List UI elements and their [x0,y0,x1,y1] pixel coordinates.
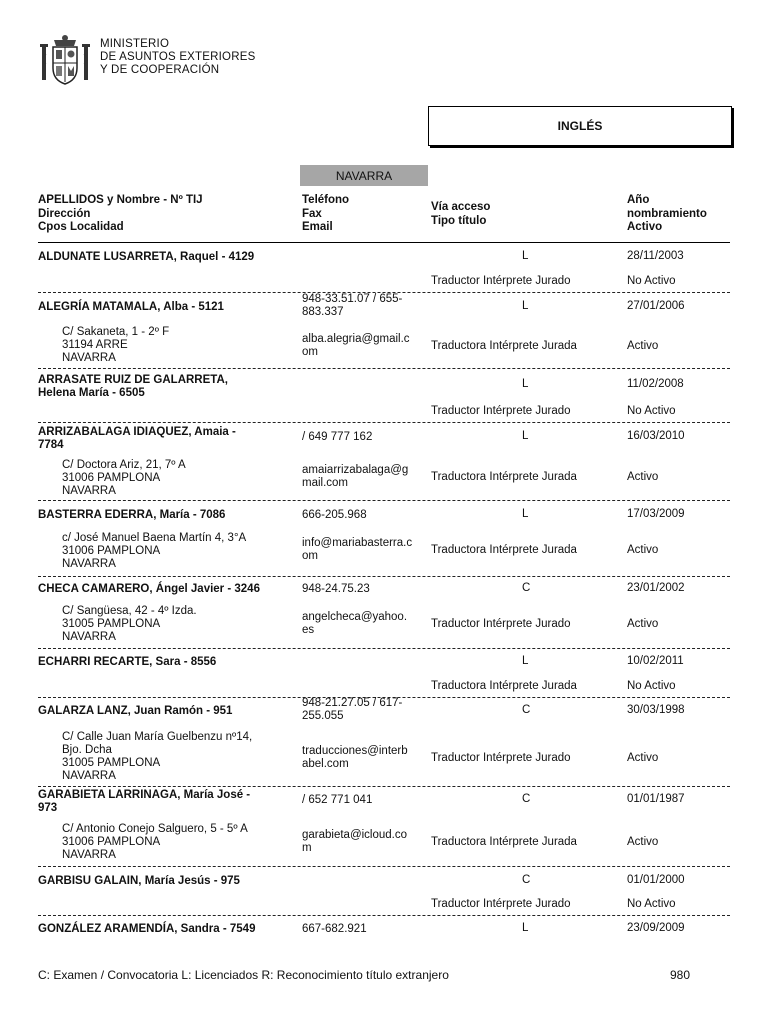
text-line: 667-682.921 [302,923,367,935]
language-box [428,106,732,146]
ministry-heading [100,38,255,77]
text-line: ARRIZABALAGA IDIAQUEZ, Amaia - [38,426,236,438]
entry-email [302,829,407,855]
entry-access: L [522,922,529,934]
ministry-line: DE ASUNTOS EXTERIORES [100,51,256,63]
entry-address [62,532,246,571]
column-header-contact [302,194,349,235]
entry-status: No Activo [627,275,676,287]
entry-access: L [522,300,529,312]
footer-legend: C: Examen / Convocatoria L: Licenciados R: Reconocimiento título extranjero [38,968,449,982]
text-line: GALARZA LANZ, Juan Ramón - 951 [38,705,233,717]
entry-date: 01/01/2000 [627,874,685,886]
column-header-line: Teléfono [302,194,350,206]
text-line: 255.055 [302,710,344,722]
text-line: CHECA CAMARERO, Ángel Javier - 3246 [38,583,260,595]
entry-access: L [522,655,529,667]
text-line: abel.com [302,758,349,770]
entry-status: No Activo [627,405,676,417]
entry-phone [302,509,367,522]
text-line: 31194 ARRE [62,339,128,351]
entry-title-type: Traductora Intérprete Jurada [431,680,577,692]
entry-title-type: Traductor Intérprete Jurado [431,618,571,630]
entry-phone [302,431,372,444]
column-header-name [38,194,203,235]
text-line: 31006 PAMPLONA [62,836,161,848]
text-line: mail.com [302,477,349,489]
text-line: om [302,346,318,358]
text-line: ALEGRÍA MATAMALA, Alba - 5121 [38,301,224,313]
entry-name [38,705,232,718]
text-line: C/ Sakaneta, 1 - 2º F [62,326,170,338]
text-line: C/ Doctora Ariz, 21, 7º A [62,459,186,471]
text-line: amaiarrizabalaga@g [302,464,409,476]
text-line: Helena María - 6505 [38,387,145,399]
entry-date: 23/09/2009 [627,922,685,934]
entry-email [302,537,412,563]
entry-name [38,875,240,888]
coat-of-arms-icon [40,34,90,86]
entry-phone [302,923,367,936]
header-divider [38,242,730,243]
entry-date: 30/03/1998 [627,704,685,716]
entry-phone [302,794,372,807]
entry-separator [38,576,730,577]
text-line: c/ José Manuel Baena Martín 4, 3°A [62,532,247,544]
entry-date: 28/11/2003 [627,250,684,262]
entry-date: 17/03/2009 [627,508,685,520]
entry-name [38,374,228,400]
entry-title-type: Traductor Intérprete Jurado [431,275,571,287]
text-line: 973 [38,802,58,814]
entry-status: Activo [627,471,659,483]
entry-title-type: Traductora Intérprete Jurada [431,340,577,352]
text-line: C/ Sangüesa, 42 - 4º Izda. [62,605,197,617]
entry-phone [302,293,402,319]
column-header-line: Vía acceso [431,201,491,213]
text-line: / 652 771 041 [302,794,373,806]
entry-separator [38,786,730,787]
entry-name [38,301,224,314]
entry-status: Activo [627,836,659,848]
text-line: NAVARRA [62,558,116,570]
region-label [300,165,428,186]
entry-address [62,459,186,498]
entry-date: 11/02/2008 [627,378,684,390]
entry-status: No Activo [627,898,676,910]
ministry-line: Y DE COOPERACIÓN [100,64,220,76]
entry-title-type: Traductor Intérprete Jurado [431,752,571,764]
region-text: NAVARRA [335,168,393,183]
text-line: 948-21.27.05 / 617- [302,697,403,709]
entry-access: C [522,874,531,886]
text-line: GARABIETA LARRINAGA, María José - [38,789,251,801]
entry-name [38,789,250,815]
column-header-line: Activo [627,221,663,233]
text-line: / 649 777 162 [302,431,373,443]
text-line: traducciones@interb [302,745,408,757]
text-line: ECHARRI RECARTE, Sara - 8556 [38,656,217,668]
column-header-line: APELLIDOS y Nombre - Nº TIJ [38,194,203,206]
entry-name [38,426,236,452]
page-number: 980 [670,968,691,982]
entry-status: Activo [627,752,659,764]
entry-status: Activo [627,544,659,556]
entry-name [38,251,254,264]
column-header-line: Año [627,194,650,206]
entry-access: L [522,508,529,520]
entry-separator [38,866,730,867]
entry-access: C [522,793,531,805]
text-line: BASTERRA EDERRA, María - 7086 [38,509,226,521]
entry-access: C [522,704,531,716]
text-line: 666-205.968 [302,509,367,521]
text-line: NAVARRA [62,485,116,497]
text-line: es [302,624,315,636]
entry-name [38,923,255,936]
text-line: info@mariabasterra.c [302,537,413,549]
text-line: 7784 [38,439,64,451]
text-line: alba.alegria@gmail.c [302,333,410,345]
text-line: 31006 PAMPLONA [62,545,161,557]
column-header-line: Fax [302,207,322,220]
column-header-line: Email [302,221,333,233]
entry-separator [38,915,730,916]
entry-name [38,656,216,669]
entry-access: L [522,430,529,442]
column-header-line: nombramiento [627,207,707,220]
entry-title-type: Traductora Intérprete Jurada [431,836,577,848]
entry-separator [38,648,730,649]
entry-separator [38,422,730,423]
text-line: C/ Calle Juan María Guelbenzu nº14, [62,731,253,743]
entry-address [62,823,248,862]
entry-date: 16/03/2010 [627,430,685,442]
entry-date: 27/01/2006 [627,300,685,312]
text-line: NAVARRA [62,770,116,782]
entry-status: Activo [627,618,659,630]
text-line: Bjo. Dcha [62,744,112,756]
entry-phone [302,697,402,723]
entry-access: C [522,582,531,594]
text-line: ARRASATE RUIZ DE GALARRETA, [38,374,228,386]
entry-title-type: Traductora Intérprete Jurada [431,544,577,556]
entry-status: No Activo [627,680,676,692]
text-line: GARBISU GALAIN, María Jesús - 975 [38,875,240,887]
entry-access: L [522,378,529,390]
entry-address [62,731,252,783]
text-line: GONZÁLEZ ARAMENDÍA, Sandra - 7549 [38,923,256,935]
text-line: angelcheca@yahoo. [302,611,408,623]
text-line: NAVARRA [62,631,116,643]
column-header-line: Dirección [38,207,91,220]
language-label: INGLÉS [557,119,603,133]
text-line: ALDUNATE LUSARRETA, Raquel - 4129 [38,251,255,263]
text-line: NAVARRA [62,849,116,861]
entry-address [62,605,197,644]
entry-separator [38,500,730,501]
entry-email [302,611,407,637]
entry-email [302,745,408,771]
entry-title-type: Traductor Intérprete Jurado [431,405,571,417]
entry-address [62,326,169,365]
text-line: 948-33.51.07 / 655- [302,293,403,305]
entry-email [302,464,408,490]
text-line: 948-24.75.23 [302,583,370,595]
ministry-line: MINISTERIO [100,38,170,50]
entry-separator [38,368,730,369]
entry-name [38,583,260,596]
column-header-access [431,201,490,228]
entry-access: L [522,250,529,262]
text-line: om [302,550,318,562]
text-line: C/ Antonio Conejo Salguero, 5 - 5º A [62,823,248,835]
column-header-line: Cpos Localidad [38,221,124,233]
text-line: 31005 PAMPLONA [62,618,161,630]
text-line: m [302,842,312,854]
text-line: garabieta@icloud.co [302,829,408,841]
column-header-line: Tipo título [431,214,487,227]
entry-date: 10/02/2011 [627,655,684,667]
entry-title-type: Traductora Intérprete Jurada [431,471,577,483]
text-line: 31005 PAMPLONA [62,757,161,769]
text-line: NAVARRA [62,352,116,364]
column-header-year [627,194,707,235]
text-line: 883.337 [302,306,344,318]
entry-date: 23/01/2002 [627,582,685,594]
entry-date: 01/01/1987 [627,793,685,805]
entry-name [38,509,225,522]
entry-status: Activo [627,340,659,352]
entry-email [302,333,410,359]
entry-title-type: Traductor Intérprete Jurado [431,898,571,910]
entry-phone [302,583,370,596]
text-line: 31006 PAMPLONA [62,472,161,484]
